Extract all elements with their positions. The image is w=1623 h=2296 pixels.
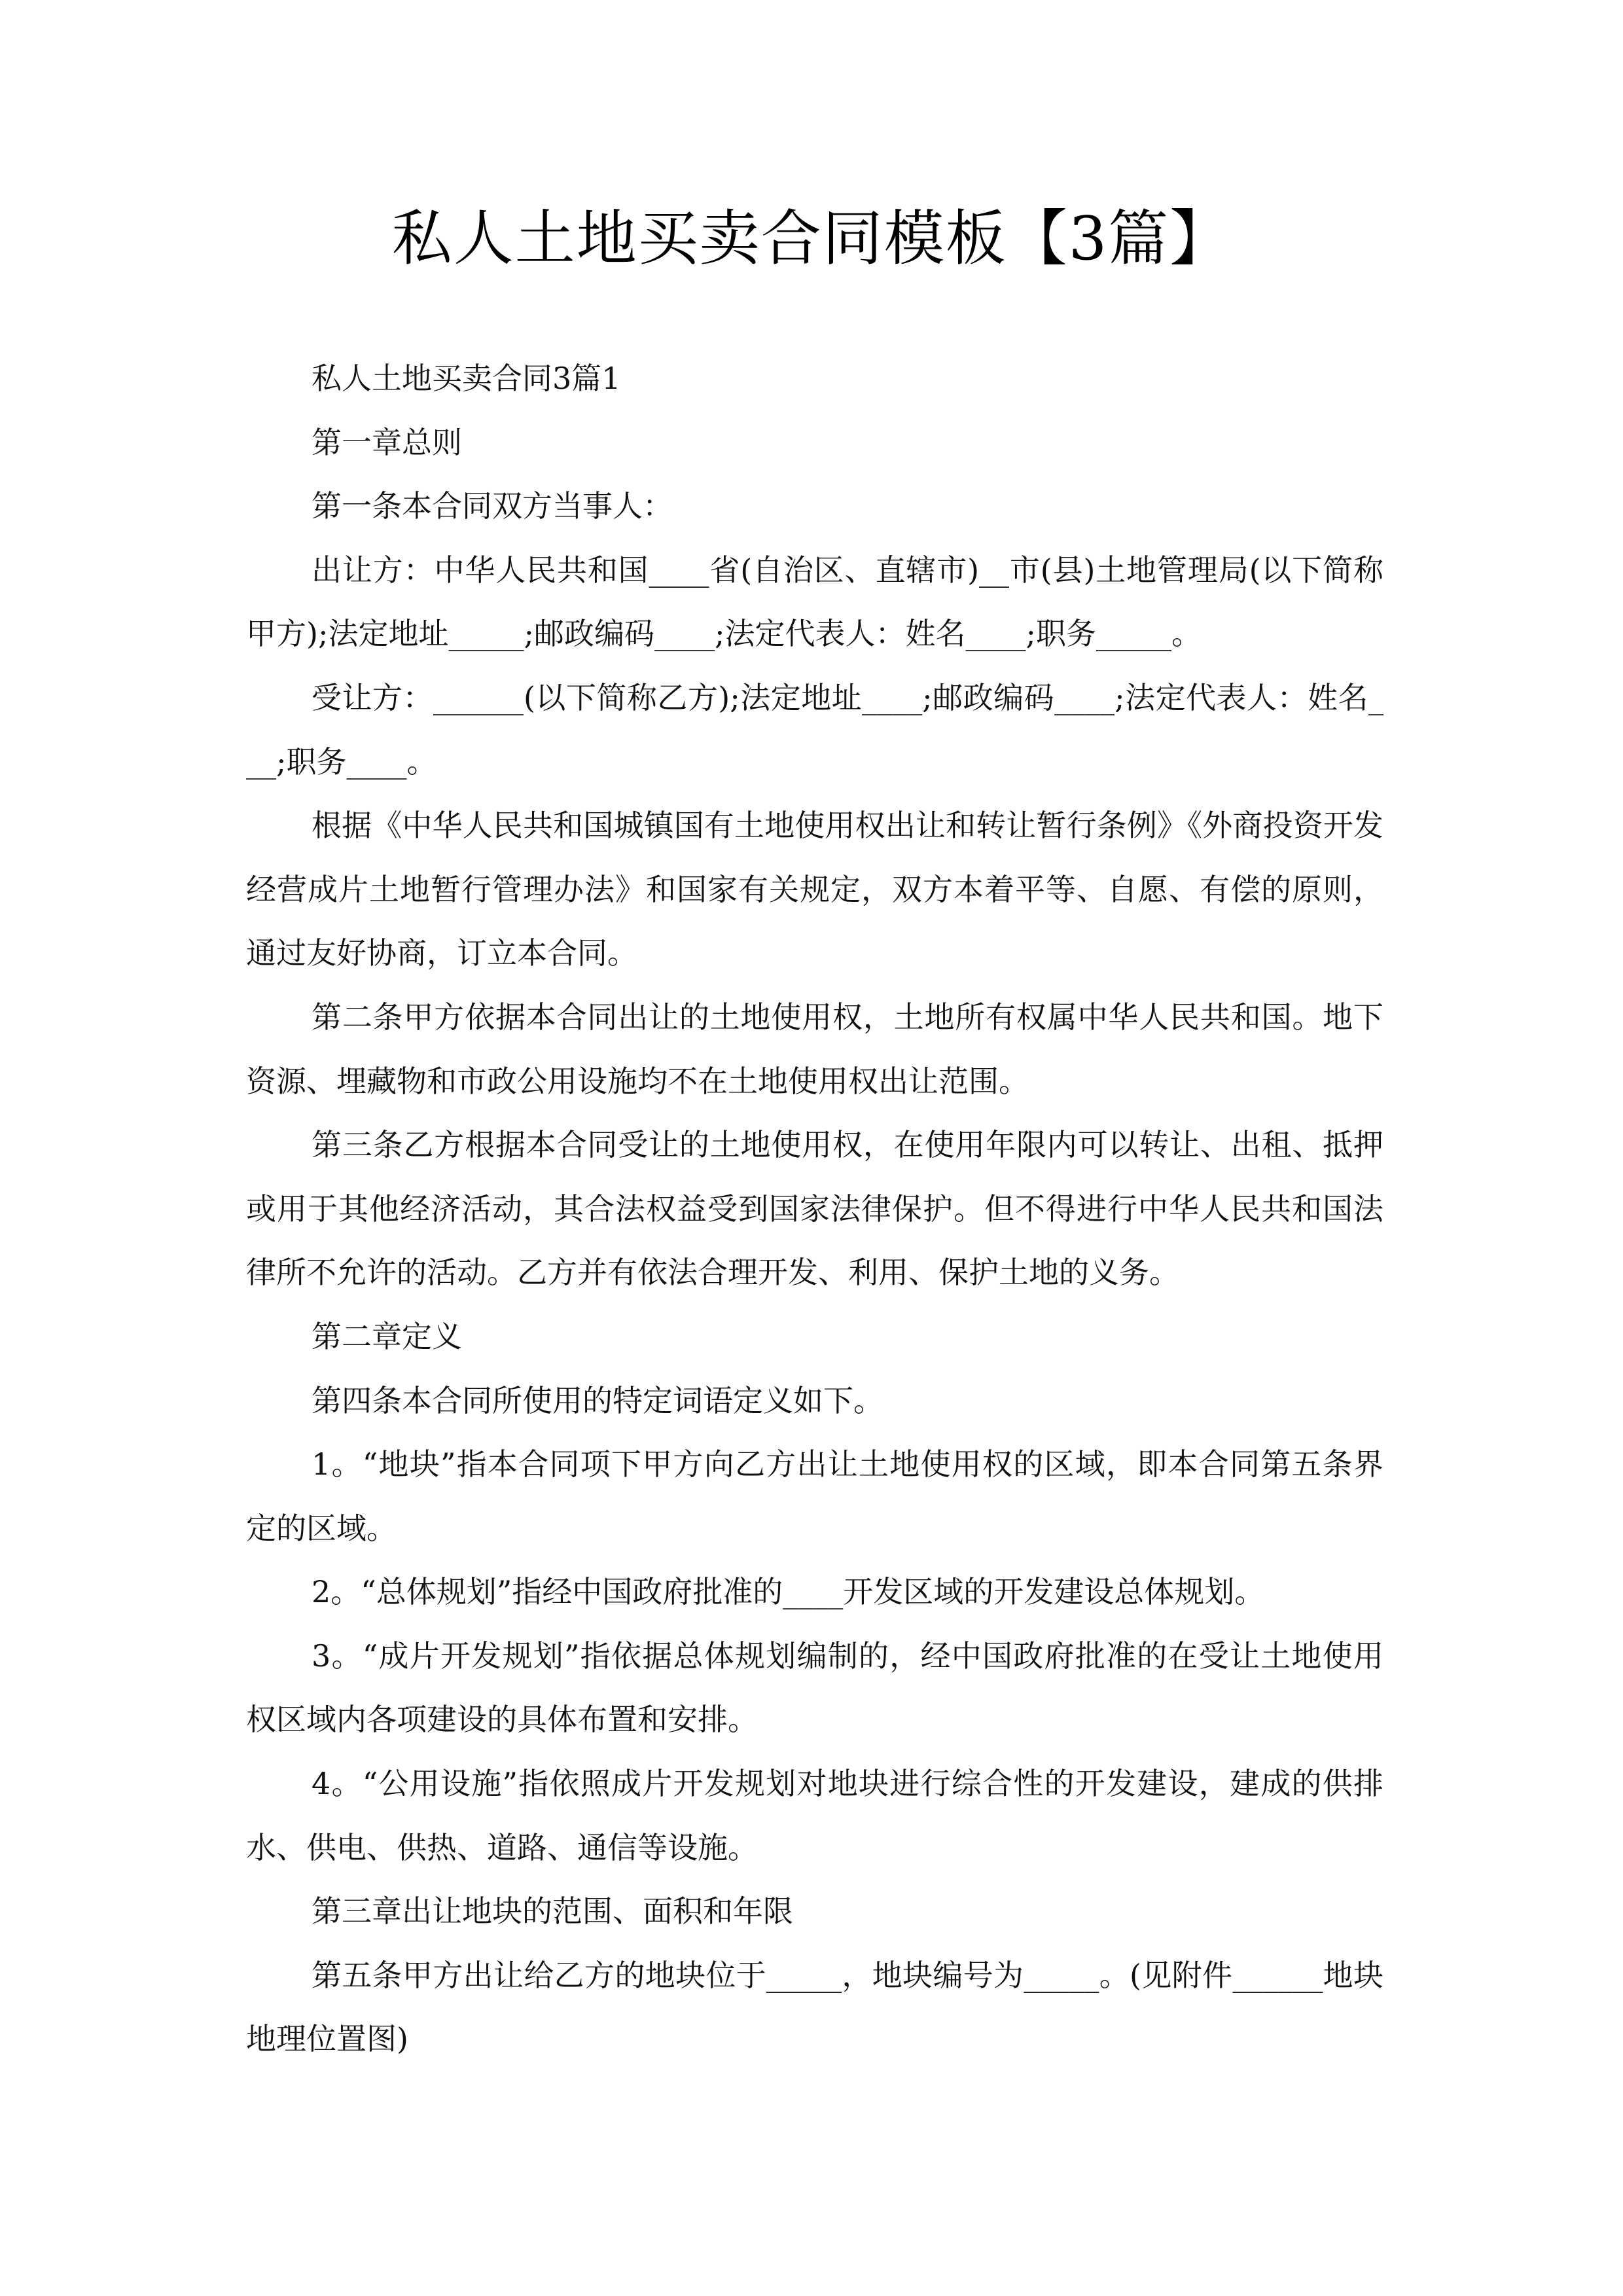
chapter-heading-definitions: 第二章定义: [312, 1318, 462, 1354]
chapter-heading-scope-area-term: 第三章出让地块的范围、面积和年限: [312, 1893, 793, 1929]
article-3-paragraph: 第三条乙方根据本合同受让的土地使用权，在使用年限内可以转让、出租、抵押或用于其他经济活动，其合法权益受到国家法律保护。但不得进行中华人民共和国法律所不允许的活动。乙方并有依法合理开发、利用、保护土地的义务。: [246, 1127, 1383, 1291]
legal-basis-paragraph: 根据《中华人民共和国城镇国有土地使用权出让和转让暂行条例》《外商投资开发经营成片土地暂行管理办法》和国家有关规定，双方本着平等、自愿、有偿的原则，通过友好协商，订立本合同。: [246, 808, 1383, 971]
definition-item-2: 2。“总体规划”指经中国政府批准的____开发区域的开发建设总体规划。: [312, 1574, 1265, 1610]
transferee-clause: 受让方：______(以下简称乙方);法定地址____;邮政编码____;法定代表人：姓名___;职务____。: [246, 679, 1383, 780]
transferor-clause: 出让方：中华人民共和国____省(自治区、直辖市)__市(县)土地管理局(以下简称甲方);法定地址_____;邮政编码____;法定代表人：姓名____;职务_____。: [246, 552, 1383, 652]
article-5-paragraph: 第五条甲方出让给乙方的地块位于_____，地块编号为_____。(见附件______地块地理位置图): [246, 1957, 1383, 2057]
definition-item-3: 3。“成片开发规划”指依据总体规划编制的，经中国政府批准的在受让土地使用权区域内各项建设的具体布置和安排。: [246, 1638, 1383, 1738]
article-1-parties: 第一条本合同双方当事人：: [312, 488, 673, 524]
article-2-paragraph: 第二条甲方依据本合同出让的土地使用权，土地所有权属中华人民共和国。地下资源、埋藏物和市政公用设施均不在土地使用权出让范围。: [246, 999, 1383, 1099]
section-heading-contract-1: 私人土地买卖合同3篇1: [312, 361, 621, 396]
document-body: [246, 347, 1383, 2072]
definition-item-4: 4。“公用设施”指依照成片开发规划对地块进行综合性的开发建设，建成的供排水、供电、供热、道路、通信等设施。: [246, 1766, 1383, 1865]
article-4-paragraph: 第四条本合同所使用的特定词语定义如下。: [312, 1382, 883, 1418]
document-title: 私人土地买卖合同模板【3篇】: [391, 204, 1232, 274]
chapter-heading-general-provisions: 第一章总则: [312, 424, 462, 460]
definition-item-1: 1。“地块”指本合同项下甲方向乙方出让土地使用权的区域，即本合同第五条界定的区域。: [246, 1446, 1383, 1546]
